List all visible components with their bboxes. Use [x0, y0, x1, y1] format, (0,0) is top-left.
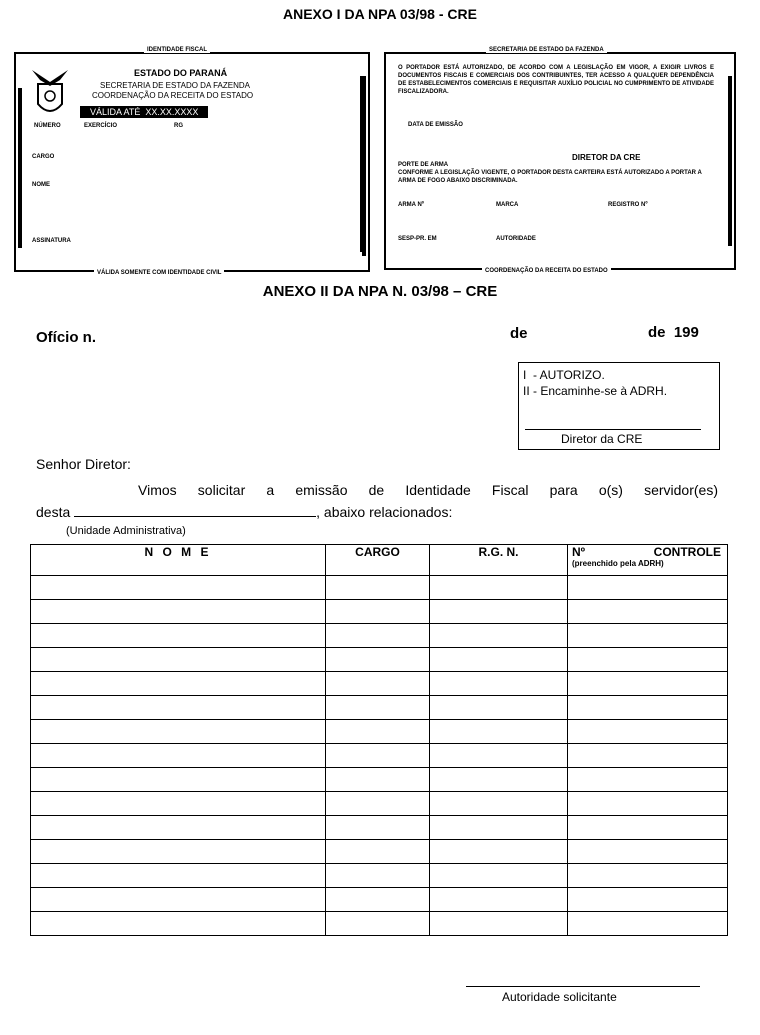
cell-rg[interactable]: [430, 648, 568, 672]
cell-controle[interactable]: [568, 744, 728, 768]
cell-rg[interactable]: [430, 624, 568, 648]
table-row: [31, 792, 728, 816]
card-assinatura: ASSINATURA: [32, 238, 71, 244]
card-back-header: SECRETARIA DE ESTADO DA FAZENDA: [486, 47, 607, 53]
cell-cargo[interactable]: [326, 816, 430, 840]
auth-signature: Diretor da CRE: [561, 432, 643, 446]
col-controle-label: CONTROLE: [653, 545, 721, 559]
cell-rg[interactable]: [430, 888, 568, 912]
card-numero: NÚMERO: [34, 123, 61, 129]
cell-controle[interactable]: [568, 864, 728, 888]
cell-controle[interactable]: [568, 912, 728, 936]
eagle-crest-icon: [30, 60, 70, 122]
card-diretor: DIRETOR DA CRE: [572, 153, 641, 162]
card-arma: ARMA Nº: [398, 202, 424, 208]
card-porte: PORTE DE ARMA: [398, 162, 449, 168]
cell-controle[interactable]: [568, 696, 728, 720]
card-secretaria: SECRETARIA DE ESTADO DA FAZENDA: [100, 81, 250, 90]
card-back-right-stripe: [728, 76, 732, 246]
oficio-label: Ofício n.: [36, 329, 96, 346]
cell-controle[interactable]: [568, 840, 728, 864]
cell-nome[interactable]: [31, 864, 326, 888]
unidade-caption: (Unidade Administrativa): [66, 525, 186, 537]
cell-nome[interactable]: [31, 624, 326, 648]
table-row: [31, 672, 728, 696]
card-exercicio: EXERCÍCIO: [84, 123, 118, 129]
cell-controle[interactable]: [568, 672, 728, 696]
cell-controle[interactable]: [568, 768, 728, 792]
cell-rg[interactable]: [430, 672, 568, 696]
cell-controle[interactable]: [568, 600, 728, 624]
cell-rg[interactable]: [430, 744, 568, 768]
date-de-2: de 199: [648, 324, 699, 341]
card-nome: NOME: [32, 182, 50, 188]
cell-cargo[interactable]: [326, 696, 430, 720]
card-rg: RG: [174, 123, 183, 129]
table-row: [31, 912, 728, 936]
card-front: [14, 47, 370, 276]
autoridade-solicitante: Autoridade solicitante: [502, 990, 617, 1004]
cell-cargo[interactable]: [326, 720, 430, 744]
date-de-1: de: [510, 325, 528, 342]
card-back-left-stripe: [360, 76, 364, 252]
cell-controle[interactable]: [568, 720, 728, 744]
table-header-row: [31, 545, 728, 576]
desta-label: desta: [36, 504, 71, 520]
card-sesp: SESP-PR. EM: [398, 236, 437, 242]
cell-rg[interactable]: [430, 912, 568, 936]
cell-nome[interactable]: [31, 672, 326, 696]
cell-cargo[interactable]: [326, 888, 430, 912]
table-body: [31, 576, 728, 936]
card-back-text1: O PORTADOR ESTÁ AUTORIZADO, DE ACORDO COM A LEGISLAÇÃO EM VIGOR, A EXIGIR LIVROS E DOCUMENTOS FISCAIS E COMERCIAIS DOS CONTRIBUINTES, TER ACESSO A QUALQUER DEPENDÊNCIA DE ESTABELECIMENTOS COMERCIAIS E REQUISITAR AUXÍLIO POLICIAL NO CUMPRIMENTO DE ATIVIDADE FISCALIZADORA.: [398, 65, 714, 95]
cell-rg[interactable]: [430, 696, 568, 720]
cell-nome[interactable]: [31, 600, 326, 624]
cell-cargo[interactable]: [326, 840, 430, 864]
salutation: Senhor Diretor:: [36, 456, 131, 472]
cell-nome[interactable]: [31, 768, 326, 792]
cell-cargo[interactable]: [326, 624, 430, 648]
cell-nome[interactable]: [31, 696, 326, 720]
auth-line-2: II - Encaminhe-se à ADRH.: [523, 384, 668, 398]
cell-rg[interactable]: [430, 576, 568, 600]
cell-nome[interactable]: [31, 912, 326, 936]
col-controle: [568, 545, 728, 576]
col-controle-note: (preenchido pela ADRH): [572, 559, 664, 568]
cell-cargo[interactable]: [326, 792, 430, 816]
table-row: [31, 888, 728, 912]
table-row: [31, 768, 728, 792]
card-registro: REGISTRO Nº: [608, 202, 648, 208]
cell-rg[interactable]: [430, 864, 568, 888]
table-row: [31, 696, 728, 720]
cell-cargo[interactable]: [326, 768, 430, 792]
col-nome: N O M E: [31, 545, 326, 576]
cell-rg[interactable]: [430, 720, 568, 744]
cell-cargo[interactable]: [326, 672, 430, 696]
cell-nome[interactable]: [31, 816, 326, 840]
paragraph-line-2: [36, 504, 452, 520]
cell-cargo[interactable]: [326, 648, 430, 672]
table-row: [31, 840, 728, 864]
cell-controle[interactable]: [568, 816, 728, 840]
cell-nome[interactable]: [31, 888, 326, 912]
table-row: [31, 576, 728, 600]
table-row: [31, 816, 728, 840]
col-controle-no: Nº: [572, 545, 586, 559]
cell-nome[interactable]: [31, 576, 326, 600]
col-cargo: CARGO: [326, 545, 430, 576]
card-front-left-stripe: [18, 88, 22, 248]
abaixo-label: , abaixo relacionados:: [316, 504, 453, 520]
cell-controle[interactable]: [568, 624, 728, 648]
cell-rg[interactable]: [430, 840, 568, 864]
cell-cargo[interactable]: [326, 600, 430, 624]
table-row: [31, 864, 728, 888]
cell-rg[interactable]: [430, 816, 568, 840]
card-validity: VÁLIDA ATÉ XX.XX.XXXX: [80, 106, 208, 118]
cell-nome[interactable]: [31, 840, 326, 864]
table-row: [31, 720, 728, 744]
cell-nome[interactable]: [31, 792, 326, 816]
card-cargo: CARGO: [32, 154, 55, 160]
cell-controle[interactable]: [568, 576, 728, 600]
card-back-text2: CONFORME A LEGISLAÇÃO VIGENTE, O PORTADOR DESTA CARTEIRA ESTÁ AUTORIZADO A PORTAR A ARMA DE FOGO ABAIXO DISCRIMINADA.: [398, 170, 702, 184]
card-front-header: IDENTIDADE FISCAL: [144, 47, 210, 53]
cell-nome[interactable]: [31, 744, 326, 768]
auth-signature-line: [525, 429, 701, 430]
table-row: [31, 624, 728, 648]
table-row: [31, 648, 728, 672]
cell-rg[interactable]: [430, 768, 568, 792]
anexo1-title: ANEXO I DA NPA 03/98 - CRE: [283, 6, 477, 22]
cell-rg[interactable]: [430, 792, 568, 816]
cell-cargo[interactable]: [326, 744, 430, 768]
cell-cargo[interactable]: [326, 912, 430, 936]
card-marca: MARCA: [496, 202, 519, 208]
card-state: ESTADO DO PARANÁ: [134, 68, 228, 78]
col-rg: R.G. N.: [430, 545, 568, 576]
table-row: [31, 744, 728, 768]
cell-cargo[interactable]: [326, 864, 430, 888]
cell-rg[interactable]: [430, 600, 568, 624]
card-back-footer: COORDENAÇÃO DA RECEITA DO ESTADO: [482, 268, 611, 274]
card-autoridade: AUTORIDADE: [496, 236, 536, 242]
cell-controle[interactable]: [568, 888, 728, 912]
servidores-table: [30, 544, 728, 936]
cell-nome[interactable]: [31, 720, 326, 744]
card-data-emissao: DATA DE EMISSÃO: [408, 122, 463, 128]
card-back: [384, 47, 736, 274]
anexo2-title: ANEXO II DA NPA N. 03/98 – CRE: [262, 283, 498, 300]
card-front-footer: VÁLIDA SOMENTE COM IDENTIDADE CIVIL: [94, 270, 224, 276]
authorization-box: [518, 362, 720, 450]
paragraph-line-1: Vimos solicitar a emissão de Identidade Fiscal para o(s) servidor(es): [138, 482, 718, 498]
unidade-field[interactable]: [74, 504, 316, 517]
cell-controle[interactable]: [568, 648, 728, 672]
auth-line-1: I - AUTORIZO.: [523, 368, 605, 382]
cell-nome[interactable]: [31, 648, 326, 672]
cell-cargo[interactable]: [326, 576, 430, 600]
card-coordenacao: COORDENAÇÃO DA RECEITA DO ESTADO: [92, 91, 254, 100]
table-row: [31, 600, 728, 624]
autoridade-signature-line: [466, 986, 700, 987]
cell-controle[interactable]: [568, 792, 728, 816]
